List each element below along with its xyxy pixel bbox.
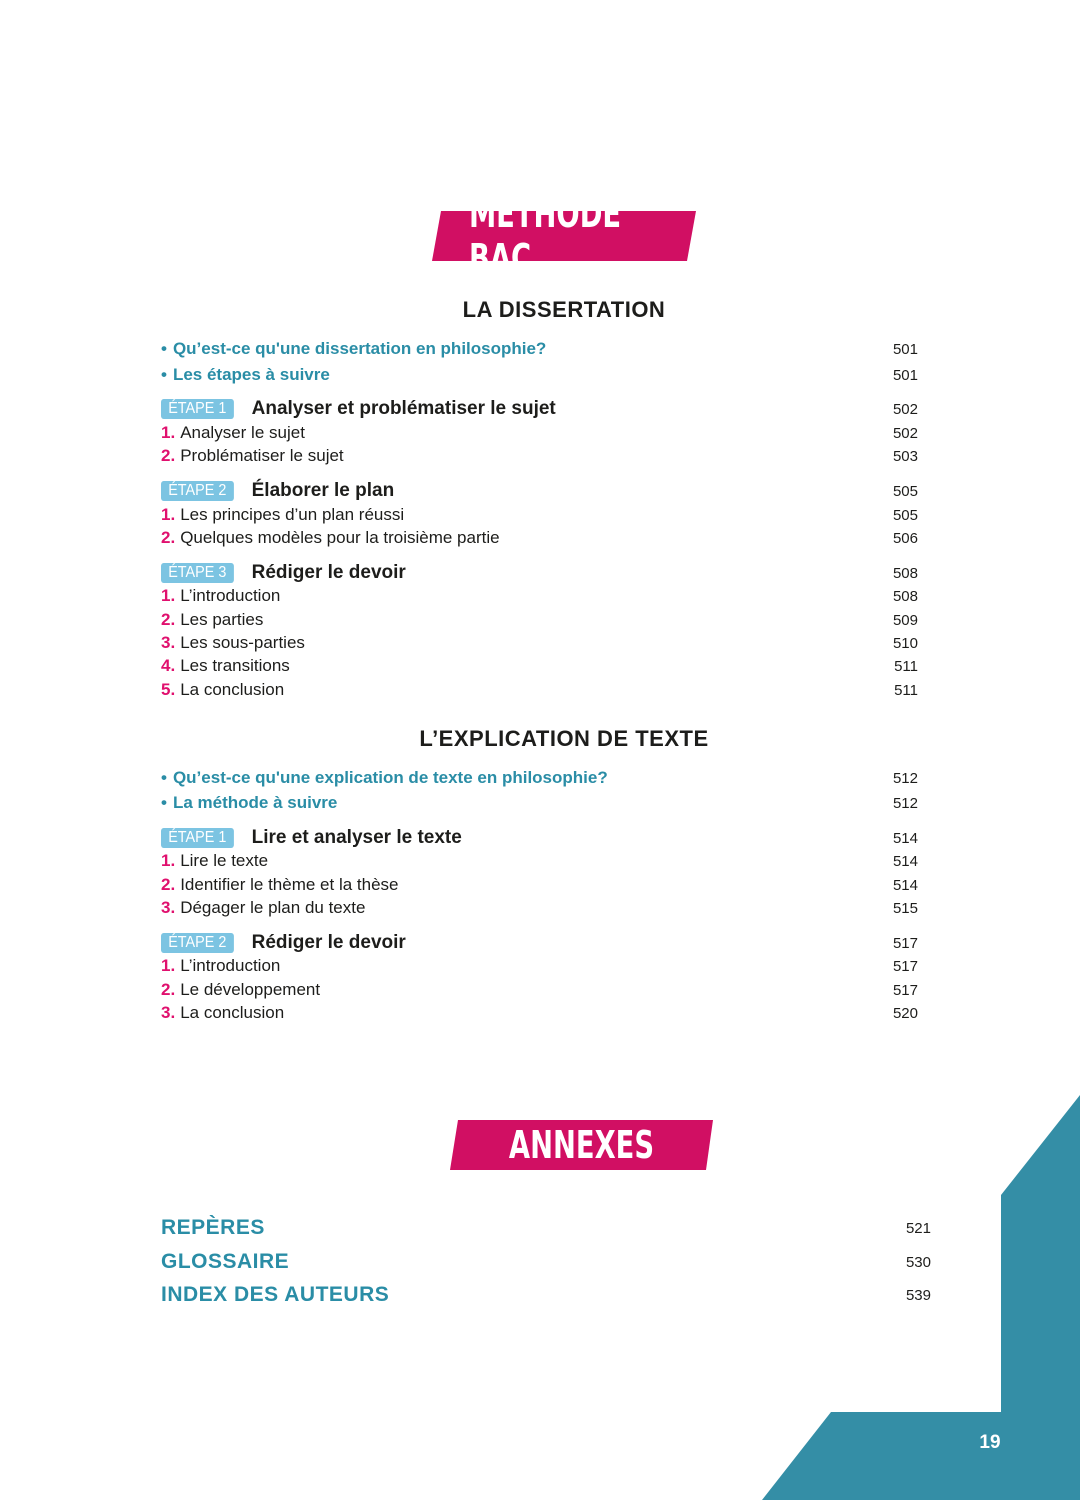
page-number: 514 [892, 829, 918, 847]
item-number: 1. [161, 956, 176, 975]
item-number: 2. [161, 446, 176, 465]
item-number: 4. [161, 656, 176, 675]
entry-label: Identifier le thème et la thèse [180, 875, 399, 894]
bullet-icon: • [161, 793, 167, 812]
entry-label: Les principes d’un plan réussi [180, 505, 405, 524]
page-number: 514 [892, 876, 918, 894]
page-number: 521 [905, 1219, 931, 1237]
banner-title: MÉTHODE BAC [468, 192, 622, 280]
entry-label: Quelques modèles pour la troisième partie [180, 528, 500, 547]
page-number: 503 [892, 447, 918, 465]
page-number: 502 [892, 400, 918, 418]
entry-label: Qu’est-ce qu'une dissertation en philosophie? [172, 339, 547, 358]
item-number: 3. [161, 1003, 176, 1022]
page-number: 506 [892, 529, 918, 547]
item-number: 3. [161, 898, 176, 917]
page-number: 512 [892, 794, 918, 812]
page-number: 517 [892, 981, 918, 999]
page-number: 530 [905, 1253, 931, 1271]
item-number: 2. [161, 980, 176, 999]
page-number: 517 [892, 957, 918, 975]
entry-label: Lire le texte [180, 851, 269, 870]
bullet-icon: • [161, 768, 167, 787]
page-number: 505 [892, 506, 918, 524]
section-title-explication: L’EXPLICATION DE TEXTE [419, 726, 709, 751]
entry-label: La conclusion [180, 680, 285, 699]
page-number: 509 [892, 611, 918, 629]
page-number: 511 [894, 657, 918, 675]
entry-label: GLOSSAIRE [161, 1250, 290, 1273]
entry-label: Analyser le sujet [180, 423, 305, 442]
page-number: 510 [892, 634, 918, 652]
bullet-icon: • [161, 339, 167, 358]
item-number: 5. [161, 680, 176, 699]
entry-label: Le développement [180, 980, 321, 999]
entry-label: Dégager le plan du texte [180, 898, 366, 917]
page-number: 512 [892, 769, 918, 787]
item-number: 3. [161, 633, 176, 652]
page-number: 517 [892, 934, 918, 952]
item-number: 2. [161, 875, 176, 894]
page-number-footer: 19 [979, 1432, 1001, 1453]
entry-label: Les parties [180, 610, 264, 629]
page-number: 514 [892, 852, 918, 870]
step-title: Rédiger le devoir [251, 562, 406, 583]
step-title: Élaborer le plan [251, 480, 395, 501]
item-number: 2. [161, 610, 176, 629]
step-badge: ÉTAPE 2 [161, 933, 234, 953]
page-number: 520 [892, 1004, 918, 1022]
entry-label: Les transitions [180, 656, 290, 675]
item-number: 1. [161, 851, 176, 870]
page-number: 539 [905, 1286, 931, 1304]
bullet-icon: • [161, 365, 167, 384]
page-number: 515 [892, 899, 918, 917]
page-number: 508 [892, 587, 918, 605]
page-number: 511 [894, 681, 918, 699]
step-badge: ÉTAPE 2 [161, 481, 234, 501]
item-number: 1. [161, 586, 176, 605]
page-number: 502 [892, 424, 918, 442]
page-number: 501 [892, 366, 918, 384]
entry-label: INDEX DES AUTEURS [161, 1283, 390, 1306]
item-number: 2. [161, 528, 176, 547]
entry-label: La méthode à suivre [172, 793, 338, 812]
item-number: 1. [161, 423, 176, 442]
page-number: 501 [892, 340, 918, 358]
entry-label: Les étapes à suivre [172, 365, 330, 384]
entry-label: Problématiser le sujet [180, 446, 344, 465]
banner-title: ANNEXES [508, 1123, 655, 1167]
entry-label: Qu’est-ce qu'une explication de texte en philosophie? [172, 768, 608, 787]
step-title: Rédiger le devoir [251, 932, 406, 953]
page-number: 505 [892, 482, 918, 500]
entry-label: L’introduction [180, 586, 281, 605]
step-badge: ÉTAPE 3 [161, 563, 234, 583]
entry-label: L’introduction [180, 956, 281, 975]
step-badge: ÉTAPE 1 [161, 399, 234, 419]
step-badge: ÉTAPE 1 [161, 828, 234, 848]
section-title-dissertation: LA DISSERTATION [462, 297, 666, 322]
item-number: 1. [161, 505, 176, 524]
entry-label: REPÈRES [161, 1216, 265, 1239]
step-title: Lire et analyser le texte [251, 827, 462, 848]
entry-label: Les sous-parties [180, 633, 305, 652]
page-number: 508 [892, 564, 918, 582]
step-title: Analyser et problématiser le sujet [251, 398, 556, 419]
entry-label: La conclusion [180, 1003, 285, 1022]
